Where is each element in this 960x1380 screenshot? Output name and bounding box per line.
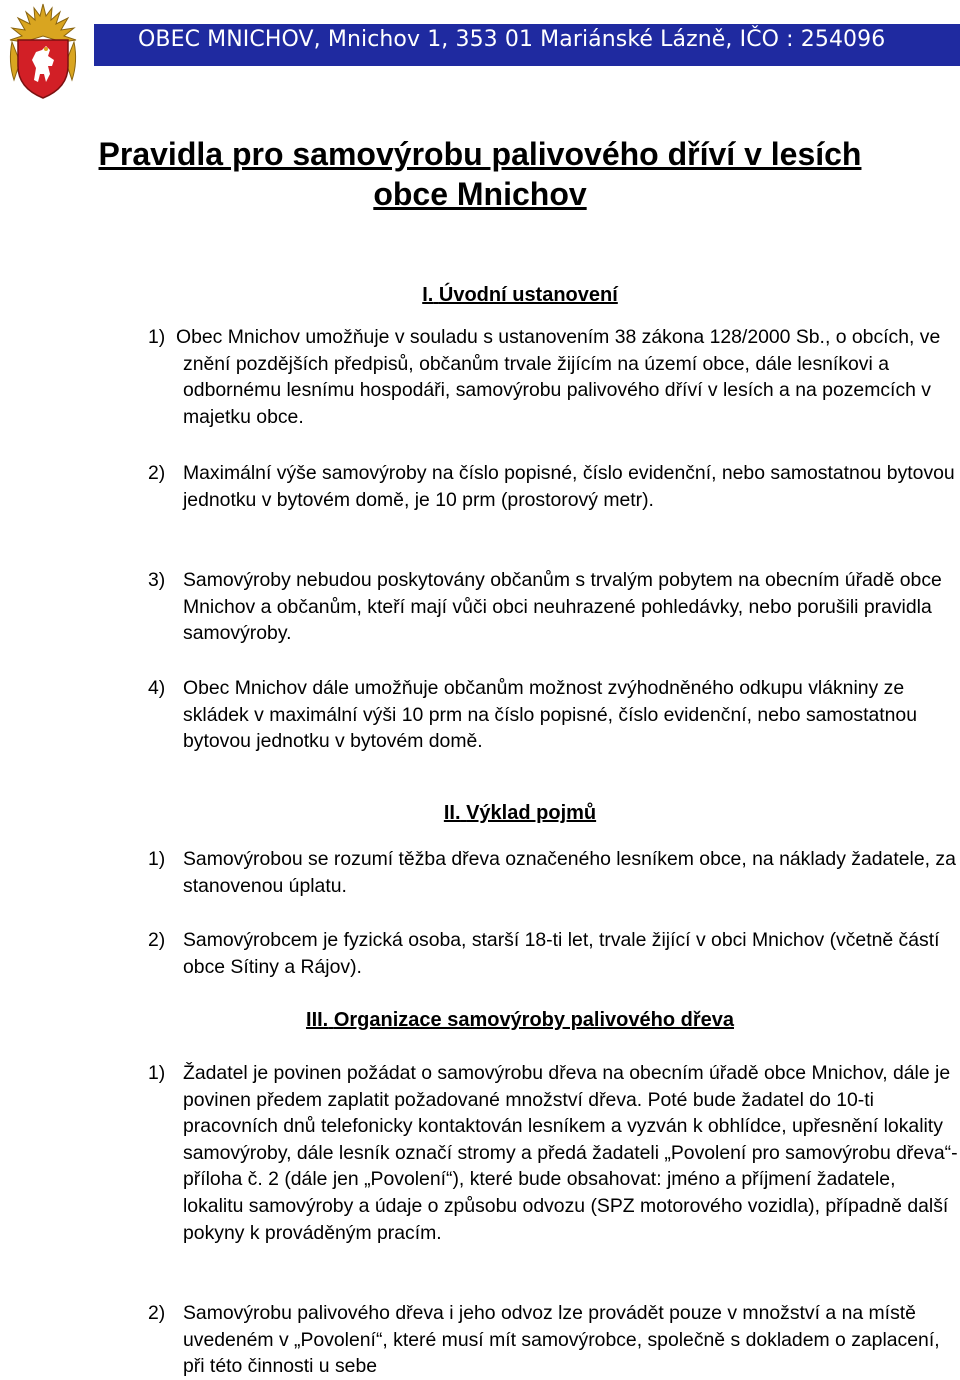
section-2-item-1: 1) Samovýrobou se rozumí těžba dřeva označeného lesníkem obce, na náklady žadatele, za stanovenou úplatu. bbox=[148, 848, 956, 897]
letterhead-text: OBEC MNICHOV, Mnichov 1, 353 01 Mariánské Lázně, IČO : 254096 bbox=[138, 27, 886, 52]
section-heading-1: I. Úvodní ustanovení bbox=[422, 284, 618, 306]
section-heading-3: III. Organizace samovýroby palivového dřeva bbox=[306, 1009, 734, 1031]
section-1-item-3: 3) Samovýroby nebudou poskytovány občanům s trvalým pobytem na obecním úřadě obce Mnichov a občanům, kteří mají vůči obci neuhrazené pohledávky, nebo porušili pravidla samovýroby. bbox=[148, 569, 942, 645]
section-3-item-1: 1) Žadatel je povinen požádat o samovýrobu dřeva na obecním úřadě obce Mnichov, dále je povinen předem zaplatit požadované množství dřeva. Poté bude žadatel do 10-ti pracovních dnů telefonicky kontaktován lesníkem a vyzván k obhlídce, upřesnění lokality samovýroby, dále lesník označí stromy a předá žadateli „Povolení pro samovýrobu dřeva“- příloha č. 2 (dále jen „Povolení“), které bude obsahovat: jméno a příjmení žadatele, lokalitu samovýroby a údaje o způsobu odvozu (SPZ motorového vozidla), případně další pokyny k prováděným pracím. bbox=[148, 1062, 958, 1244]
section-3-item-2: 2) Samovýrobu palivového dřeva i jeho odvoz lze provádět pouze v množství a na místě uvedeném v „Povolení“, které musí mít samovýrobce, společně s dokladem o zaplacení, při této činnosti u sebe bbox=[148, 1302, 940, 1378]
section-2-item-2: 2) Samovýrobcem je fyzická osoba, starší 18-ti let, trvale žijící v obci Mnichov (včetně částí obce Sítiny a Rájov). bbox=[148, 929, 940, 978]
section-1-item-2: 2) Maximální výše samovýroby na číslo popisné, číslo evidenční, nebo samostatnou bytovou jednotku v bytovém domě, je 10 prm (prostorový metr). bbox=[148, 462, 955, 511]
document-title-line1: Pravidla pro samovýrobu palivového dříví v lesích bbox=[98, 136, 862, 172]
document-title bbox=[60, 134, 900, 214]
section-1-item-1: 1) Obec Mnichov umožňuje v souladu s ustanovením 38 zákona 128/2000 Sb., o obcích, ve znění pozdějších předpisů, občanům trvale žijícím na území obce, dále lesníkovi a odbornému lesnímu hospodáři, samovýrobu palivového dříví v lesích a na pozemcích v majetku obce. bbox=[148, 326, 941, 428]
coat-of-arms-icon bbox=[6, 2, 80, 100]
section-1-item-4: 4) Obec Mnichov dále umožňuje občanům možnost zvýhodněného odkupu vlákniny ze skládek v maximální výši 10 prm na číslo popisné, číslo evidenční, nebo samostatnou bytovou jednotku v bytovém domě. bbox=[148, 677, 917, 753]
section-heading-2: II. Výklad pojmů bbox=[443, 802, 597, 824]
document-title-line2: obce Mnichov bbox=[373, 176, 587, 212]
